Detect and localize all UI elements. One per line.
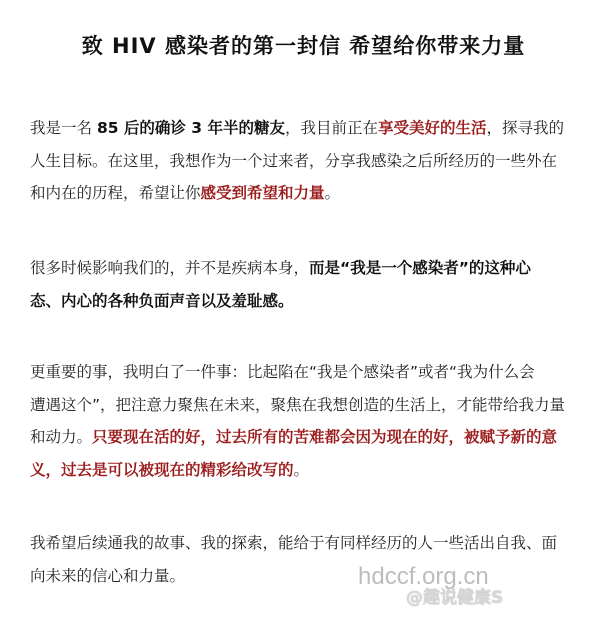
watermark-account: @趣说健康S <box>406 588 504 608</box>
paragraph-mindset <box>30 252 600 317</box>
text-line <box>30 285 600 318</box>
text-line <box>30 389 600 422</box>
text-line <box>30 177 600 210</box>
text-segment: ，我目前正在 <box>284 119 378 137</box>
highlight-red-text: 义，过去是可以被现在的精彩给改写的 <box>30 460 294 479</box>
bold-text: 态、内心的各种负面声音以及羞耻感。 <box>30 291 294 310</box>
paragraph-intro <box>30 112 600 210</box>
text-line <box>30 421 600 454</box>
bold-text: 85 后的确诊 3 年半的糖友 <box>96 119 285 137</box>
text-segment: ，探寻我的 <box>486 119 565 137</box>
text-segment: 我希望后续通我的故事、我的探索，能给于有同样经历的人一些活出自我、面 <box>30 534 558 552</box>
text-segment: 和内在的历程，希望让你 <box>30 184 201 202</box>
text-segment: 人生目标。在这里，我想作为一个过来者，分享我感染之后所经历的一些外在 <box>30 151 558 170</box>
watermark-site: hdccf.org.cn <box>358 563 489 590</box>
text-line <box>30 145 600 178</box>
text-line <box>30 112 600 145</box>
highlight-red-text: 只要现在活的好，过去所有的苦难都会因为现在的好，被赋予新的意 <box>92 428 558 446</box>
paragraph-hope <box>30 527 600 592</box>
text-line <box>30 527 600 560</box>
text-segment: 。 <box>293 460 310 479</box>
text-line <box>30 560 600 593</box>
paragraph-focus-future <box>30 356 600 486</box>
highlight-red-text: 享受美好的生活 <box>378 119 487 137</box>
text-segment: 很多时候影响我们的，并不是疾病本身， <box>30 259 310 277</box>
letter-title: 致 HIV 感染者的第一封信 希望给你带来力量 <box>81 34 526 58</box>
highlight-red-text: 感受到希望和力量 <box>200 184 325 202</box>
text-segment: 我是一名 <box>30 119 97 137</box>
text-line <box>30 454 600 487</box>
text-line <box>30 252 600 285</box>
text-segment: 和动力。 <box>30 428 93 446</box>
text-line <box>30 356 600 389</box>
text-segment: 更重要的事，我明白了一件事：比起陷在“我是个感染者”或者“我为什么会 <box>30 363 535 381</box>
text-segment: 遭遇这个”，把注意力聚焦在未来，聚焦在我想创造的生活上，才能带给我力量 <box>30 395 566 414</box>
text-segment: 向未来的信心和力量。 <box>30 566 186 585</box>
bold-text: 而是“我是一个感染者”的这种心 <box>309 259 531 277</box>
text-segment: 。 <box>324 184 341 202</box>
